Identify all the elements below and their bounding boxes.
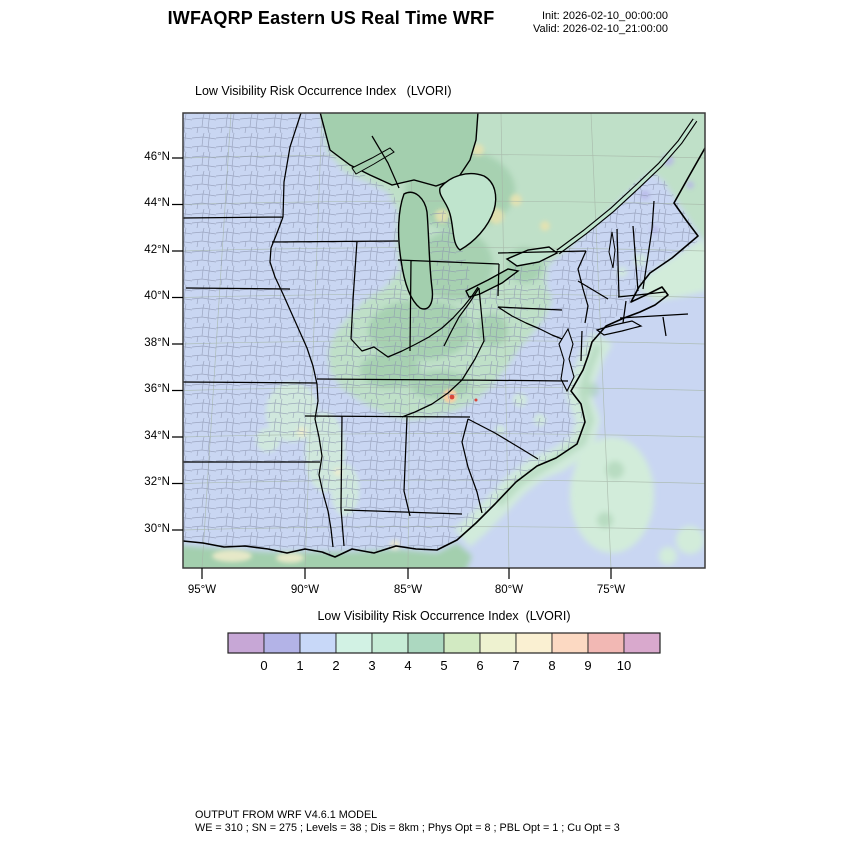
colorbar-cell — [408, 633, 444, 653]
footer-model-line: OUTPUT FROM WRF V4.6.1 MODEL — [195, 809, 378, 821]
lon-axis-label: 95°W — [187, 584, 217, 596]
colorbar — [228, 633, 660, 653]
colorbar-tick-label: 2 — [332, 658, 340, 673]
colorbar-cell — [228, 633, 264, 653]
colorbar-tick-label: 6 — [476, 658, 484, 673]
colorbar-tick-label: 7 — [512, 658, 520, 673]
lat-axis-label: 42°N — [144, 244, 170, 256]
lat-axis-label: 40°N — [144, 290, 170, 302]
lat-axis-label: 32°N — [144, 476, 170, 488]
colorbar-tick-label: 9 — [584, 658, 592, 673]
colorbar-cell — [444, 633, 480, 653]
lon-axis-label: 85°W — [393, 584, 423, 596]
colorbar-title: Low Visibility Risk Occurrence Index (LVORI) — [317, 609, 571, 623]
colorbar-cell — [300, 633, 336, 653]
colorbar-cell — [624, 633, 660, 653]
footer-config-line: WE = 310 ; SN = 275 ; Levels = 38 ; Dis = 8km ; Phys Opt = 8 ; PBL Opt = 1 ; Cu Opt = 3 — [195, 822, 620, 834]
main-title: IWFAQRP Eastern US Real Time WRF — [167, 8, 495, 28]
lat-axis-label: 38°N — [144, 337, 170, 349]
lat-axis-label: 36°N — [144, 383, 170, 395]
colorbar-tick-label: 10 — [616, 658, 632, 673]
lon-axis-label: 90°W — [290, 584, 320, 596]
lat-axis-label: 46°N — [144, 151, 170, 163]
lon-axis-label: 80°W — [494, 584, 524, 596]
colorbar-tick-label: 4 — [404, 658, 412, 673]
colorbar-tick-label: 5 — [440, 658, 448, 673]
colorbar-tick-label: 0 — [260, 658, 268, 673]
init-time: Init: 2026-02-10_00:00:00 — [542, 10, 668, 22]
lat-axis-label: 34°N — [144, 430, 170, 442]
valid-time: Valid: 2026-02-10_21:00:00 — [533, 23, 668, 35]
colorbar-tick-label: 1 — [296, 658, 304, 673]
lat-axis-label: 30°N — [144, 523, 170, 535]
colorbar-cell — [516, 633, 552, 653]
lat-axis-label: 44°N — [144, 197, 170, 209]
colorbar-cell — [588, 633, 624, 653]
colorbar-tick-label: 3 — [368, 658, 376, 673]
lon-axis-label: 75°W — [596, 584, 626, 596]
colorbar-cell — [552, 633, 588, 653]
colorbar-cell — [264, 633, 300, 653]
plot-title: Low Visibility Risk Occurrence Index (LVORI) — [195, 84, 452, 98]
colorbar-tick-label: 8 — [548, 658, 556, 673]
colorbar-cell — [480, 633, 516, 653]
colorbar-cell — [336, 633, 372, 653]
colorbar-cell — [372, 633, 408, 653]
